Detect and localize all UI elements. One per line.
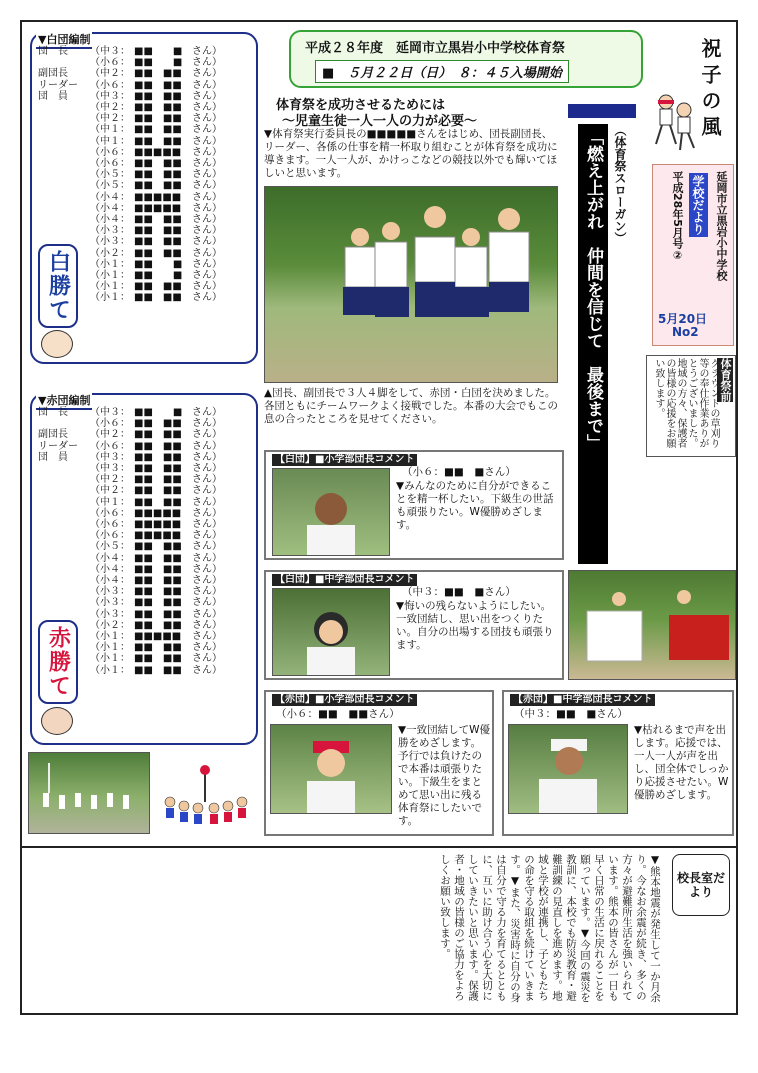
roster-name: ■■ ■■: [134, 135, 182, 147]
roster-name: ■■■■■: [134, 146, 182, 158]
roster-san: さん）: [192, 102, 222, 113]
roster-row: [38, 214, 222, 225]
roster-row: [38, 452, 222, 463]
roster-pos: （小１：: [90, 281, 130, 293]
roster-name: ■■ ■■: [134, 68, 182, 80]
roster-row: [38, 68, 222, 79]
roster-row: [38, 497, 222, 508]
comment-who: （中３：■■ ■さん）: [514, 708, 628, 720]
roster-san: さん）: [192, 429, 222, 441]
intro-headline-2: ～児童生徒一人一人の力が必要～: [282, 114, 478, 129]
roster-row: [38, 124, 222, 135]
roster-pos: （小１：: [90, 258, 130, 270]
roster-pos: （中２：: [90, 68, 130, 80]
roster-row: [38, 113, 222, 124]
roster-san: さん）: [192, 440, 222, 452]
roster-name: ■■ ■■: [134, 597, 182, 609]
roster-san: さん）: [192, 463, 222, 474]
roster-san: さん）: [192, 169, 222, 181]
roster-pos: （小３：: [90, 597, 130, 609]
event-date: ■ ５月２２日（日） ８：４５入場開始: [315, 60, 569, 83]
roster-row: [38, 418, 222, 429]
roster-row: [38, 158, 222, 169]
white-team-heading: ▼白団編制: [36, 31, 92, 49]
roster-san: さん）: [192, 124, 222, 136]
roster-san: さん）: [192, 90, 222, 102]
roster-pos: （小６：: [90, 418, 130, 430]
roster-san: さん）: [192, 552, 222, 564]
roster-pos: （小５：: [90, 180, 130, 192]
roster-name: ■■ ■■: [134, 541, 182, 553]
roster-pos: （小４：: [90, 214, 130, 225]
roster-pos: （小４：: [90, 575, 130, 586]
roster-san: さん）: [192, 158, 222, 169]
roster-name: ■■■■■: [134, 202, 182, 214]
roster-pos: （中３：: [90, 451, 130, 463]
roster-pos: （中２：: [90, 429, 130, 441]
roster-name: ■■ ■■: [134, 169, 182, 181]
roster-name: ■■ ■■: [134, 180, 182, 192]
principal-heading-box: [672, 854, 730, 916]
comment-text: ▼みんなのために自分ができることを精一杯したい。下級生の世話も頑張りたい。W優勝めざします。: [396, 480, 554, 531]
roster-row: [38, 203, 222, 214]
roster-pos: （中３：: [90, 46, 130, 57]
roster-pos: （小３：: [90, 225, 130, 237]
roster-name: ■■ ■■: [134, 124, 182, 136]
roster-pos: （小１：: [90, 631, 130, 642]
roster-san: さん）: [192, 563, 222, 575]
roster-san: さん）: [192, 519, 222, 530]
roster-role: 副団長: [38, 68, 68, 80]
roster-name: ■■■■■: [134, 519, 182, 530]
roster-pos: （中３：: [90, 90, 130, 102]
comment-who: （小６：■■ ■■さん）: [276, 708, 400, 720]
red-team-heading: ▼赤団編制: [36, 392, 92, 410]
roster-pos: （小４：: [90, 563, 130, 575]
roster-san: さん）: [192, 496, 222, 508]
white-team-banner: [38, 244, 78, 328]
event-title: 平成２８年度 延岡市立黒岩小中学校体育祭: [305, 41, 566, 56]
roster-pos: （小３：: [90, 586, 130, 598]
red-team-banner: [38, 620, 78, 704]
roster-name: ■■ ■■: [134, 440, 182, 452]
roster-row: [38, 102, 222, 113]
roster-row: [38, 169, 222, 180]
roster-san: さん）: [192, 57, 222, 69]
roster-san: さん）: [192, 247, 222, 259]
roster-row: [38, 136, 222, 147]
comment-white-junior: [264, 570, 564, 680]
roster-name: ■■■■■: [134, 631, 182, 642]
roster-san: さん）: [192, 270, 222, 281]
student-photo: [272, 468, 390, 556]
roster-pos: （小６：: [90, 79, 130, 91]
roster-san: さん）: [192, 597, 222, 609]
principal-heading: 校長室だより: [676, 871, 725, 899]
roster-pos: （小３：: [90, 236, 130, 248]
roster-san: さん）: [192, 281, 222, 293]
student-photo: [508, 724, 628, 814]
roster-pos: （小５：: [90, 541, 130, 553]
roster-name: ■■ ■■: [134, 575, 182, 586]
roster-row: [38, 46, 222, 57]
roster-name: ■■ ■■: [134, 158, 182, 169]
roster-pos: （小６：: [90, 57, 130, 69]
slogan-box: [578, 124, 608, 564]
roster-row: [38, 597, 222, 608]
white-banner-text: 白勝て: [45, 250, 71, 322]
roster-san: さん）: [192, 530, 222, 542]
roster-name: ■■ ■: [134, 46, 183, 57]
comment-white-elementary: [264, 450, 564, 560]
roster-role: 団 長: [38, 407, 68, 418]
roster-row: [38, 508, 222, 519]
roster-row: [38, 474, 222, 485]
roster-pos: （小６：: [90, 440, 130, 452]
roster-pos: （小１：: [90, 270, 130, 281]
roster-name: ■■ ■■: [134, 586, 182, 598]
runners-illustration-icon: [652, 92, 696, 152]
roster-role: 団 長: [38, 46, 68, 57]
roster-san: さん）: [192, 202, 222, 214]
intro-headline-1: 体育祭を成功させるためには: [276, 98, 446, 113]
issue-label: 平成28年5月号②: [671, 171, 684, 262]
roster-name: ■■ ■■: [134, 214, 182, 225]
roster-san: さん）: [192, 474, 222, 486]
roster-name: ■■ ■■: [134, 79, 182, 91]
roster-row: [38, 586, 222, 597]
runners-photo-drawing: [265, 187, 557, 382]
roster-san: さん）: [192, 407, 222, 418]
roster-name: ■■ ■■: [134, 281, 182, 293]
newsletter-label: 学校だより: [689, 173, 708, 237]
roster-name: ■■ ■■: [134, 474, 182, 486]
roster-name: ■■■■■: [134, 507, 182, 519]
newsletter-title: 祝子の風: [698, 38, 722, 142]
roster-row: [38, 609, 222, 620]
roster-pos: （小１：: [90, 642, 130, 654]
roster-pos: （小１：: [90, 664, 130, 676]
comment-who: （小６：■■ ■さん）: [402, 466, 516, 478]
roster-san: さん）: [192, 214, 222, 225]
roster-san: さん）: [192, 191, 222, 203]
roster-san: さん）: [192, 575, 222, 586]
school-name: 延岡市立黒岩小中学校: [715, 171, 728, 281]
roster-pos: （中２：: [90, 474, 130, 486]
roster-name: ■■ ■■: [134, 485, 182, 497]
masthead: [646, 22, 736, 370]
roster-name: ■■ ■: [134, 407, 183, 418]
roster-pos: （小１：: [90, 292, 130, 304]
mascot-face-icon: [41, 707, 73, 735]
roster-role: 団 員: [38, 90, 68, 102]
student-photo: [272, 588, 390, 676]
slogan-label: （体育祭スローガン）: [613, 124, 627, 244]
roster-san: さん）: [192, 664, 222, 676]
roster-name: ■■ ■■: [134, 608, 182, 620]
roster-san: さん）: [192, 608, 222, 620]
red-banner-text: 赤勝て: [45, 626, 71, 698]
photo-caption: ▲団長、副団長で３人４脚をして、赤団・白団を決めました。各団ともにチームワークよく接戦でした。本番の大会でもこの息の合ったところを見せてください。: [264, 387, 558, 425]
roster-role: リーダー: [38, 79, 78, 91]
roster-pos: （小４：: [90, 202, 130, 214]
intro-body: ▼体育祭実行委員長の■■■■■さんをはじめ、団長副団長、リーダー、各係の仕事を精一杯取り組むことが体育祭を成功に導きます。一人一人が、かけっこなどの競技以外でも輝いてほしいと思います。: [264, 128, 558, 179]
roster-name: ■■ ■■: [134, 113, 182, 125]
roster-name: ■■■■■: [134, 191, 182, 203]
roster-role: 団 員: [38, 451, 68, 463]
roster-row: [38, 463, 222, 474]
roster-san: さん）: [192, 180, 222, 192]
roster-row: [38, 57, 222, 68]
comment-header: 【白団】■小学部団長コメント: [272, 454, 417, 466]
roster-row: [38, 530, 222, 541]
white-team-panel: [30, 32, 258, 364]
thanks-heading: 体育祭前: [719, 358, 732, 402]
roster-san: さん）: [192, 631, 222, 642]
roster-row: [38, 575, 222, 586]
roster-pos: （小６：: [90, 146, 130, 158]
roster-pos: （小６：: [90, 158, 130, 169]
three-legged-race-photo: [264, 186, 558, 383]
slogan-topbar: [568, 104, 636, 118]
roster-name: ■■ ■■: [134, 451, 182, 463]
flags-photo: [568, 570, 736, 680]
roster-san: さん）: [192, 113, 222, 125]
roster-name: ■■■■■: [134, 530, 182, 542]
roster-san: さん）: [192, 46, 222, 57]
roster-name: ■■ ■: [134, 57, 183, 69]
roster-pos: （中２：: [90, 485, 130, 497]
sports-day-illustration-icon: [158, 762, 252, 828]
assembly-photo: [28, 752, 150, 834]
roster-pos: （中２：: [90, 113, 130, 125]
roster-row: [38, 180, 222, 191]
comment-header: 【赤団】■中学部団長コメント: [510, 694, 655, 706]
roster-row: [38, 553, 222, 564]
roster-row: [38, 429, 222, 440]
roster-pos: （中２：: [90, 102, 130, 113]
roster-san: さん）: [192, 146, 222, 158]
roster-san: さん）: [192, 619, 222, 631]
comment-text: ▼一致団結してW優勝をめざします。予行では負けたので本番は頑張りたい。下級生をまとめて思い出に残る体育祭にしたいです。: [398, 724, 490, 827]
comment-red-elementary: [264, 690, 494, 836]
roster-pos: （中１：: [90, 124, 130, 136]
roster-row: [38, 564, 222, 575]
roster-name: ■■ ■■: [134, 225, 182, 237]
roster-san: さん）: [192, 225, 222, 237]
comment-header: 【白団】■中学部団長コメント: [272, 574, 417, 586]
roster-row: [38, 519, 222, 530]
roster-name: ■■ ■■: [134, 552, 182, 564]
roster-san: さん）: [192, 236, 222, 248]
red-team-panel: [30, 393, 258, 745]
roster-pos: （小５：: [90, 169, 130, 181]
roster-pos: （小６：: [90, 507, 130, 519]
comment-header: 【赤団】■小学部団長コメント: [272, 694, 417, 706]
roster-row: [38, 541, 222, 552]
roster-pos: （小４：: [90, 191, 130, 203]
roster-row: [38, 147, 222, 158]
roster-san: さん）: [192, 292, 222, 304]
roster-name: ■■ ■■: [134, 247, 182, 259]
roster-san: さん）: [192, 642, 222, 654]
roster-row: [38, 485, 222, 496]
roster-role: リーダー: [38, 440, 78, 452]
principal-section: [22, 846, 736, 1016]
roster-pos: （小１：: [90, 653, 130, 665]
issue-date: 5月20日: [658, 312, 708, 326]
thanks-box: [646, 355, 736, 457]
roster-name: ■■ ■■: [134, 563, 182, 575]
roster-name: ■■ ■■: [134, 292, 182, 304]
roster-san: さん）: [192, 68, 222, 80]
flags-drawing: [569, 571, 735, 679]
roster-row: [38, 192, 222, 203]
comment-text: ▼枯れるまで声を出します。応援では、一人一人が声を出し、団全体でしっかり応援させたい。W優勝めざします。: [634, 724, 729, 801]
roster-san: さん）: [192, 507, 222, 519]
roster-san: さん）: [192, 451, 222, 463]
roster-row: [38, 91, 222, 102]
roster-name: ■■ ■■: [134, 664, 182, 676]
student-photo: [270, 724, 392, 814]
comment-who: （中３：■■ ■さん）: [402, 586, 516, 598]
issue-number: No2: [672, 325, 699, 339]
roster-san: さん）: [192, 586, 222, 598]
roster-pos: （小６：: [90, 530, 130, 542]
roster-name: ■■ ■■: [134, 653, 182, 665]
roster-pos: （小３：: [90, 608, 130, 620]
roster-pos: （中３：: [90, 407, 130, 418]
roster-san: さん）: [192, 79, 222, 91]
comment-text: ▼悔いの残らないようにしたい。一致団結し、思い出をつくりたい。自分の出場する団技も頑張ります。: [396, 600, 554, 651]
roster-san: さん）: [192, 258, 222, 270]
roster-san: さん）: [192, 418, 222, 430]
roster-pos: （中１：: [90, 496, 130, 508]
roster-name: ■■ ■■: [134, 619, 182, 631]
roster-name: ■■ ■■: [134, 236, 182, 248]
roster-name: ■■ ■■: [134, 463, 182, 474]
principal-body: ▼熊本地震が発生して一か月余り。今なお余震が続き、多くの方々が避難所生活を強いられています。熊本の皆さんが一日も早く日常の生活に戻れることを願っています。▼今回の震災を教訓に、本校でも防災教育・避難訓練の見直しを進めます。地域と学校が連携し、子どもたちの命を守る取組を続けていきます。▼また、災害時に自分の身は自分で守る力を育てるとともに、互いに助け合う心を大切にしていきたいと思います。保護者・地域の皆様のご協力をよろしくお願い致します。: [439, 854, 661, 1003]
roster-pos: （小４：: [90, 552, 130, 564]
roster-pos: （小２：: [90, 619, 130, 631]
roster-name: ■■ ■■: [134, 429, 182, 441]
roster-name: ■■ ■■: [134, 642, 182, 654]
roster-name: ■■ ■■: [134, 102, 182, 113]
event-banner: [289, 30, 643, 88]
slogan-text: 「燃え上がれ 仲間を信じて 最後まで」: [583, 128, 603, 451]
mascot-face-icon: [41, 330, 73, 358]
roster-san: さん）: [192, 541, 222, 553]
roster-row: [38, 407, 222, 418]
roster-san: さん）: [192, 485, 222, 497]
roster-pos: （小２：: [90, 247, 130, 259]
roster-san: さん）: [192, 653, 222, 665]
roster-pos: （中１：: [90, 135, 130, 147]
roster-row: [38, 225, 222, 236]
roster-san: さん）: [192, 135, 222, 147]
roster-pos: （小６：: [90, 519, 130, 530]
roster-name: ■■ ■: [134, 270, 183, 281]
roster-name: ■■ ■■: [134, 90, 182, 102]
comment-red-junior: [502, 690, 734, 836]
thanks-body: グラウンドの草刈り等の奉仕作業ありがとうございました。地域の方々、保護者の皆様の応援をお願い致します。: [653, 358, 719, 448]
roster-role: 副団長: [38, 429, 68, 441]
roster-row: [38, 80, 222, 91]
roster-name: ■■ ■■: [134, 418, 182, 430]
roster-row: [38, 441, 222, 452]
roster-name: ■■ ■■: [134, 496, 182, 508]
roster-pos: （中３：: [90, 463, 130, 474]
roster-name: ■■ ■: [134, 258, 183, 270]
